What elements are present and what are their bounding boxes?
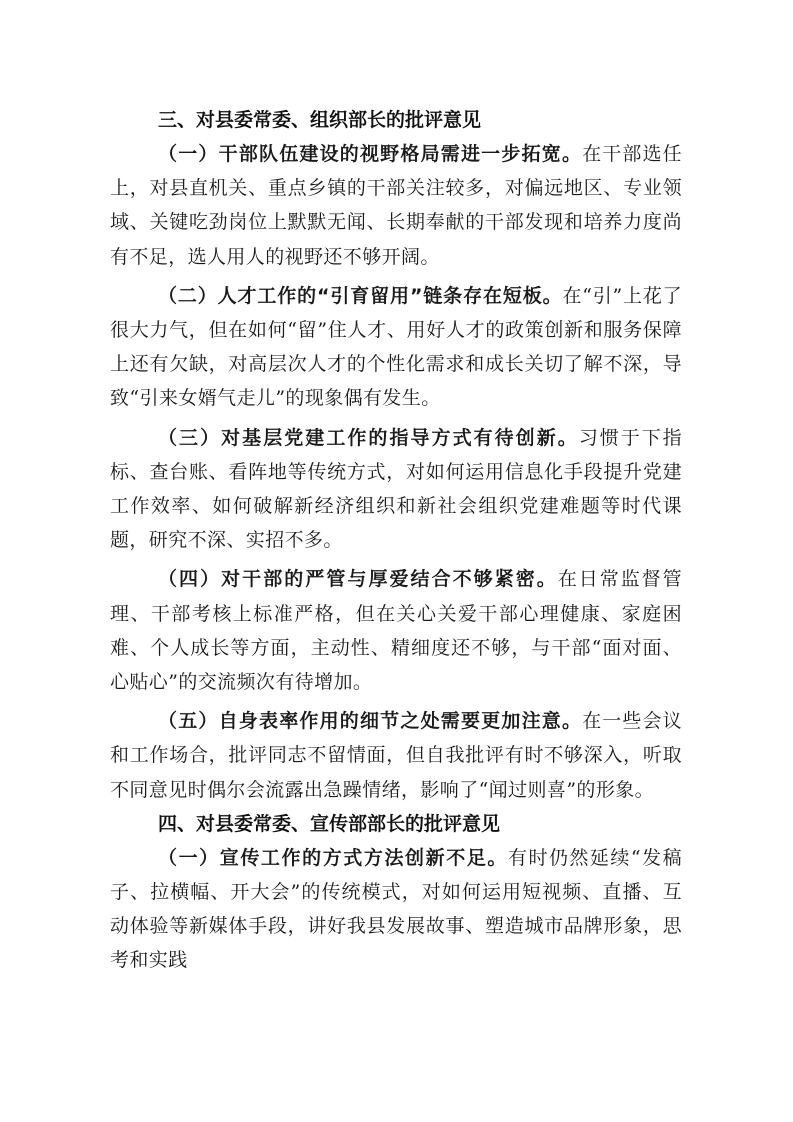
item-body: 习惯于下指标、查台账、看阵地等传统方式，对如何运用信息化手段提升党建工作效率、如何破解新经济组织和新社会组织党建难题等时代课题，研究不深、实招不多。 bbox=[110, 426, 682, 552]
section-3-item-1 bbox=[110, 137, 682, 274]
section-3-item-5 bbox=[110, 704, 682, 807]
section-4-item-1 bbox=[110, 841, 682, 978]
item-lead: （四）对干部的严管与厚爱结合不够紧密。 bbox=[158, 568, 558, 591]
item-lead: （二）人才工作的“引育留用”链条存在短板。 bbox=[158, 284, 563, 307]
item-body: 在一些会议和工作场合，批评同志不留情面，但自我批评有时不够深入，听取不同意见时偶尔会流露出急躁情绪，影响了“闻过则喜”的形象。 bbox=[110, 710, 682, 801]
document-body bbox=[110, 103, 682, 978]
item-lead: （一）干部队伍建设的视野格局需进一步拓宽。 bbox=[158, 143, 583, 165]
section-3-heading: 三、对县委常委、组织部长的批评意见 bbox=[158, 109, 482, 131]
item-body: 有时仍然延续“发稿子、拉横幅、开大会”的传统模式，对如何运用短视频、直播、互动体验等新媒体手段，讲好我县发展故事、塑造城市品牌形象，思考和实践 bbox=[110, 846, 682, 972]
section-3-item-2 bbox=[110, 279, 682, 416]
item-lead: （五）自身表率作用的细节之处需要更加注意。 bbox=[158, 710, 583, 733]
item-lead: （一）宣传工作的方式方法创新不足。 bbox=[158, 846, 508, 869]
item-body: 在干部选任上，对县直机关、重点乡镇的干部关注较多，对偏远地区、专业领域、关键吃劲岗位上默默无闻、长期奉献的干部发现和培养力度尚有不足，选人用人的视野还不够开阔。 bbox=[110, 143, 682, 268]
item-body: 在日常监督管理、干部考核上标准严格，但在关心关爱干部心理健康、家庭困难、个人成长等方面，主动性、精细度还不够，与干部“面对面、心贴心”的交流频次有待增加。 bbox=[110, 568, 682, 694]
section-3-item-4 bbox=[110, 562, 682, 699]
item-body: 在“引”上花了很大力气，但在如何“留”住人才、用好人才的政策创新和服务保障上还有欠缺，对高层次人才的个性化需求和成长关切了解不深，导致“引来女婿气走儿”的现象偶有发生。 bbox=[110, 284, 682, 410]
section-4-heading: 四、对县委常委、宣传部部长的批评意见 bbox=[158, 812, 501, 835]
section-3-item-3 bbox=[110, 421, 682, 558]
item-lead: （三）对基层党建工作的指导方式有待创新。 bbox=[158, 426, 579, 449]
